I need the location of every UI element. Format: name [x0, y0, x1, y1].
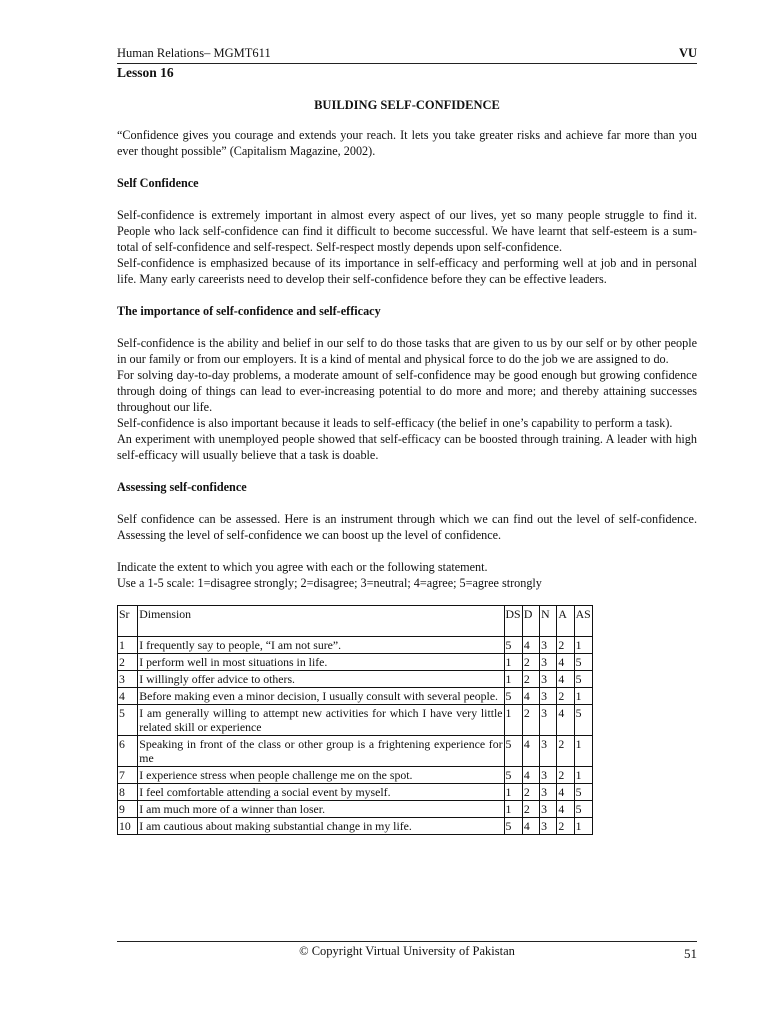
header-a: A: [557, 606, 574, 637]
cell-sr: 4: [118, 688, 138, 705]
document-body: [117, 97, 697, 835]
paragraph: Self confidence can be assessed. Here is an instrument through which we can find out the level of self-confidence. Assessing the level of self-confidence we can boost up the level of confidence.: [117, 512, 697, 542]
cell-score: 3: [540, 688, 557, 705]
cell-score: 1: [574, 767, 592, 784]
paragraph: Self-confidence is emphasized because of its importance in self-efficacy and performing well at job and in personal life. Many early careerists need to develop their self-confidence before they can be effective leaders.: [117, 256, 697, 286]
header-d: D: [522, 606, 539, 637]
cell-score: 3: [540, 818, 557, 835]
instruction: Indicate the extent to which you agree with each or the following statement.: [117, 560, 488, 574]
cell-score: 5: [504, 637, 522, 654]
cell-score: 4: [522, 767, 539, 784]
cell-score: 3: [540, 736, 557, 767]
cell-score: 3: [540, 767, 557, 784]
page-footer: [117, 944, 697, 959]
cell-score: 2: [522, 654, 539, 671]
table-row: [118, 637, 593, 654]
table-row: [118, 654, 593, 671]
table-header-row: [118, 606, 593, 637]
table-row: [118, 818, 593, 835]
cell-score: 1: [504, 654, 522, 671]
cell-score: 5: [504, 767, 522, 784]
cell-score: 2: [557, 688, 574, 705]
cell-score: 1: [574, 736, 592, 767]
table-row: [118, 671, 593, 688]
cell-dimension: I perform well in most situations in life.: [138, 654, 504, 671]
cell-score: 2: [557, 637, 574, 654]
copyright: © Copyright Virtual University of Pakistan: [299, 944, 515, 958]
table-row: [118, 784, 593, 801]
cell-score: 5: [574, 654, 592, 671]
table-row: [118, 705, 593, 736]
cell-dimension: I willingly offer advice to others.: [138, 671, 504, 688]
cell-score: 3: [540, 705, 557, 736]
paragraph: For solving day-to-day problems, a moderate amount of self-confidence may be good enough but growing confidence through doing of things can lead to ever-increasing potential to do more and more; and thereby attaining successes throughout our life.: [117, 368, 697, 414]
cell-score: 5: [574, 671, 592, 688]
section-heading-self-confidence: Self Confidence: [117, 176, 199, 190]
cell-score: 2: [557, 736, 574, 767]
cell-score: 4: [557, 654, 574, 671]
section-heading-importance: The importance of self-confidence and self-efficacy: [117, 304, 381, 318]
cell-score: 2: [522, 671, 539, 688]
cell-score: 3: [540, 637, 557, 654]
cell-dimension: I am cautious about making substantial change in my life.: [138, 818, 504, 835]
cell-score: 1: [574, 818, 592, 835]
cell-score: 2: [557, 818, 574, 835]
page-number: 51: [684, 946, 697, 961]
cell-sr: 5: [118, 705, 138, 736]
cell-score: 2: [522, 705, 539, 736]
footer-divider: [117, 941, 697, 942]
table-row: [118, 736, 593, 767]
cell-dimension: Speaking in front of the class or other group is a frightening experience for me: [139, 737, 503, 765]
cell-score: 4: [522, 736, 539, 767]
cell-score: 3: [540, 654, 557, 671]
cell-score: 1: [504, 801, 522, 818]
cell-dimension: I am generally willing to attempt new activities for which I have very little related skill or experience: [139, 706, 503, 734]
cell-score: 4: [522, 637, 539, 654]
cell-score: 3: [540, 671, 557, 688]
cell-dimension: I am much more of a winner than loser.: [138, 801, 504, 818]
lesson-label: Lesson 16: [117, 65, 174, 80]
cell-score: 4: [557, 671, 574, 688]
cell-score: 4: [557, 801, 574, 818]
quote: “Confidence gives you courage and extends your reach. It lets you take greater risks and achieve far more than you ever thought possible” (Capitalism Magazine, 2002).: [117, 128, 697, 158]
table-row: [118, 767, 593, 784]
header-ds: DS: [504, 606, 522, 637]
cell-score: 4: [522, 688, 539, 705]
page-title: BUILDING SELF-CONFIDENCE: [314, 98, 500, 112]
section-heading-assessing: Assessing self-confidence: [117, 480, 247, 494]
assessment-table: [117, 605, 593, 835]
cell-sr: 8: [118, 784, 138, 801]
cell-score: 1: [574, 637, 592, 654]
cell-score: 2: [557, 767, 574, 784]
course-title: Human Relations– MGMT611: [117, 46, 271, 60]
cell-sr: 6: [118, 736, 138, 767]
header-n: N: [540, 606, 557, 637]
header-sr: Sr: [118, 606, 138, 637]
cell-score: 4: [522, 818, 539, 835]
cell-score: 1: [504, 671, 522, 688]
cell-sr: 7: [118, 767, 138, 784]
cell-score: 5: [574, 801, 592, 818]
cell-score: 3: [540, 784, 557, 801]
cell-sr: 1: [118, 637, 138, 654]
cell-score: 2: [522, 784, 539, 801]
cell-score: 5: [574, 705, 592, 736]
header-as: AS: [574, 606, 592, 637]
cell-dimension: Before making even a minor decision, I usually consult with several people.: [138, 688, 504, 705]
cell-dimension: I feel comfortable attending a social event by myself.: [138, 784, 504, 801]
university-abbrev: VU: [678, 46, 697, 60]
header-divider: [117, 63, 697, 64]
paragraph: Self-confidence is also important because it leads to self-efficacy (the belief in one’s capability to perform a task).: [117, 416, 673, 430]
paragraph: Self-confidence is the ability and belief in our self to do those tasks that are given to us by our self or by other people in our family or from our employers. It is a kind of mental and physical force to do the job we are assigned to do.: [117, 336, 697, 366]
scale-instruction: Use a 1-5 scale: 1=disagree strongly; 2=disagree; 3=neutral; 4=agree; 5=agree strongly: [117, 576, 542, 590]
cell-dimension: I frequently say to people, “I am not sure”.: [138, 637, 504, 654]
cell-score: 1: [504, 705, 522, 736]
cell-score: 2: [522, 801, 539, 818]
cell-sr: 10: [118, 818, 138, 835]
cell-dimension: I experience stress when people challenge me on the spot.: [138, 767, 504, 784]
paragraph: An experiment with unemployed people showed that self-efficacy can be boosted through training. A leader with high self-efficacy will usually believe that a task is doable.: [117, 432, 697, 462]
cell-sr: 3: [118, 671, 138, 688]
cell-score: 5: [504, 736, 522, 767]
cell-score: 3: [540, 801, 557, 818]
cell-score: 5: [504, 688, 522, 705]
header-dimension: Dimension: [138, 606, 504, 637]
cell-score: 4: [557, 705, 574, 736]
cell-score: 5: [504, 818, 522, 835]
table-row: [118, 688, 593, 705]
cell-sr: 9: [118, 801, 138, 818]
paragraph: Self-confidence is extremely important in almost every aspect of our lives, yet so many people struggle to find it. People who lack self-confidence can find it difficult to become successful. We have learnt that self-esteem is a sum-total of self-confidence and self-respect. Self-respect mostly depends upon self-confidence.: [117, 208, 697, 254]
cell-score: 1: [504, 784, 522, 801]
cell-score: 1: [574, 688, 592, 705]
cell-score: 5: [574, 784, 592, 801]
cell-score: 4: [557, 784, 574, 801]
cell-sr: 2: [118, 654, 138, 671]
table-row: [118, 801, 593, 818]
